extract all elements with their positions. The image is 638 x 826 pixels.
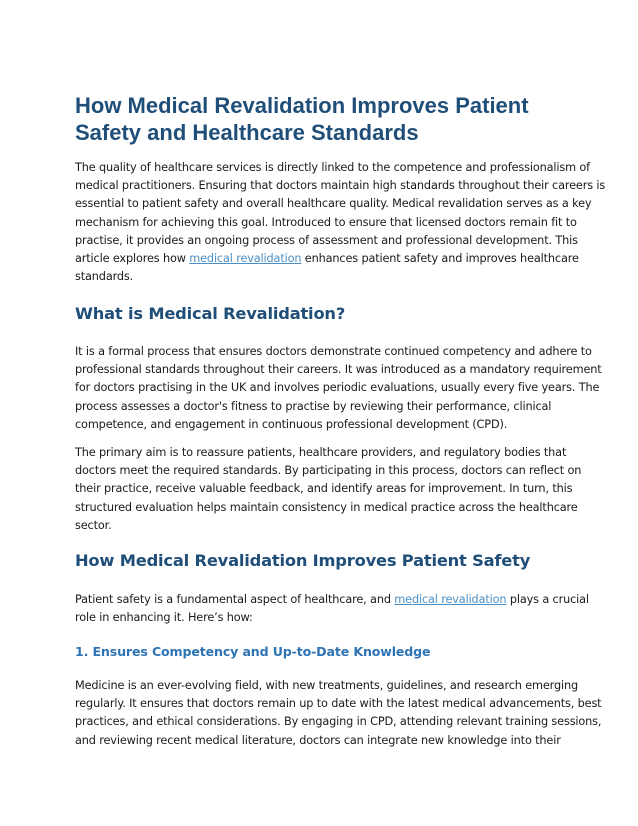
text-line: role in enhancing it. Here’s how: xyxy=(75,611,253,625)
text-fragment: article explores how xyxy=(75,252,190,266)
text-line: sector. xyxy=(75,518,112,532)
text-line: essential to patient safety and overall healthcare quality. Medical revalidation serves as a key xyxy=(75,197,592,211)
text-line-with-link xyxy=(75,591,589,609)
section1-paragraph-2 xyxy=(75,444,582,535)
text-fragment: Patient safety is a fundamental aspect of healthcare, and xyxy=(75,593,395,606)
section1-paragraph-1 xyxy=(75,343,602,434)
section2-paragraph xyxy=(75,591,589,627)
medical-revalidation-link[interactable]: medical revalidation xyxy=(189,252,302,266)
medical-revalidation-link[interactable]: medical revalidation xyxy=(394,593,507,606)
text-fragment: plays a crucial xyxy=(506,593,589,606)
text-line: standards. xyxy=(75,270,134,284)
text-line: practise, it provides an ongoing process of assessment and professional development. This xyxy=(75,233,578,247)
text-line: Medicine is an ever-evolving field, with new treatments, guidelines, and research emerging xyxy=(75,679,579,692)
text-fragment: enhances patient safety and improves healthcare xyxy=(301,252,579,266)
text-line: It is a formal process that ensures doctors demonstrate continued competency and adhere to xyxy=(75,345,592,358)
text-line: practices, and ethical considerations. By engaging in CPD, attending relevant training sessions, xyxy=(75,715,602,729)
text-line: mechanism for achieving this goal. Introduced to ensure that licensed doctors remain fit to xyxy=(75,215,577,229)
text-line: doctors meet the required standards. By participating in this process, doctors can reflect on xyxy=(75,464,582,478)
text-line: regularly. It ensures that doctors remain up to date with the latest medical advancements, best xyxy=(75,697,602,711)
text-line: their practice, receive valuable feedback, and identify areas for improvement. In turn, this xyxy=(75,482,573,496)
subsection-heading-competency: 1. Ensures Competency and Up-to-Date Knowledge xyxy=(75,644,431,659)
text-line-with-link xyxy=(75,250,579,268)
text-line: competence, and engagement in continuous professional development (CPD). xyxy=(75,417,508,431)
text-line: The quality of healthcare services is directly linked to the competence and professionalism of xyxy=(75,161,591,174)
section-heading-patient-safety: How Medical Revalidation Improves Patient Safety xyxy=(75,551,531,570)
text-line: medical practitioners. Ensuring that doctors maintain high standards throughout their careers is xyxy=(75,179,606,193)
text-line: process assesses a doctor's fitness to practise by reviewing their performance, clinical xyxy=(75,399,552,413)
text-line: and reviewing recent medical literature, doctors can integrate new knowledge into their xyxy=(75,733,561,747)
text-line: The primary aim is to reassure patients, healthcare providers, and regulatory bodies that xyxy=(75,446,567,459)
subsection-paragraph xyxy=(75,677,602,750)
text-line: professional standards throughout their careers. It was introduced as a mandatory requirement xyxy=(75,363,602,377)
article-title-line: How Medical Revalidation Improves Patient xyxy=(75,93,529,118)
article-title-line: Safety and Healthcare Standards xyxy=(75,120,419,145)
intro-paragraph xyxy=(75,159,606,286)
text-line: for doctors practising in the UK and involves periodic evaluations, usually every five years. The xyxy=(75,381,600,395)
section-heading-what-is: What is Medical Revalidation? xyxy=(75,304,346,323)
text-line: structured evaluation helps maintain consistency in medical practice across the healthcare xyxy=(75,500,578,514)
article-title xyxy=(75,92,555,146)
